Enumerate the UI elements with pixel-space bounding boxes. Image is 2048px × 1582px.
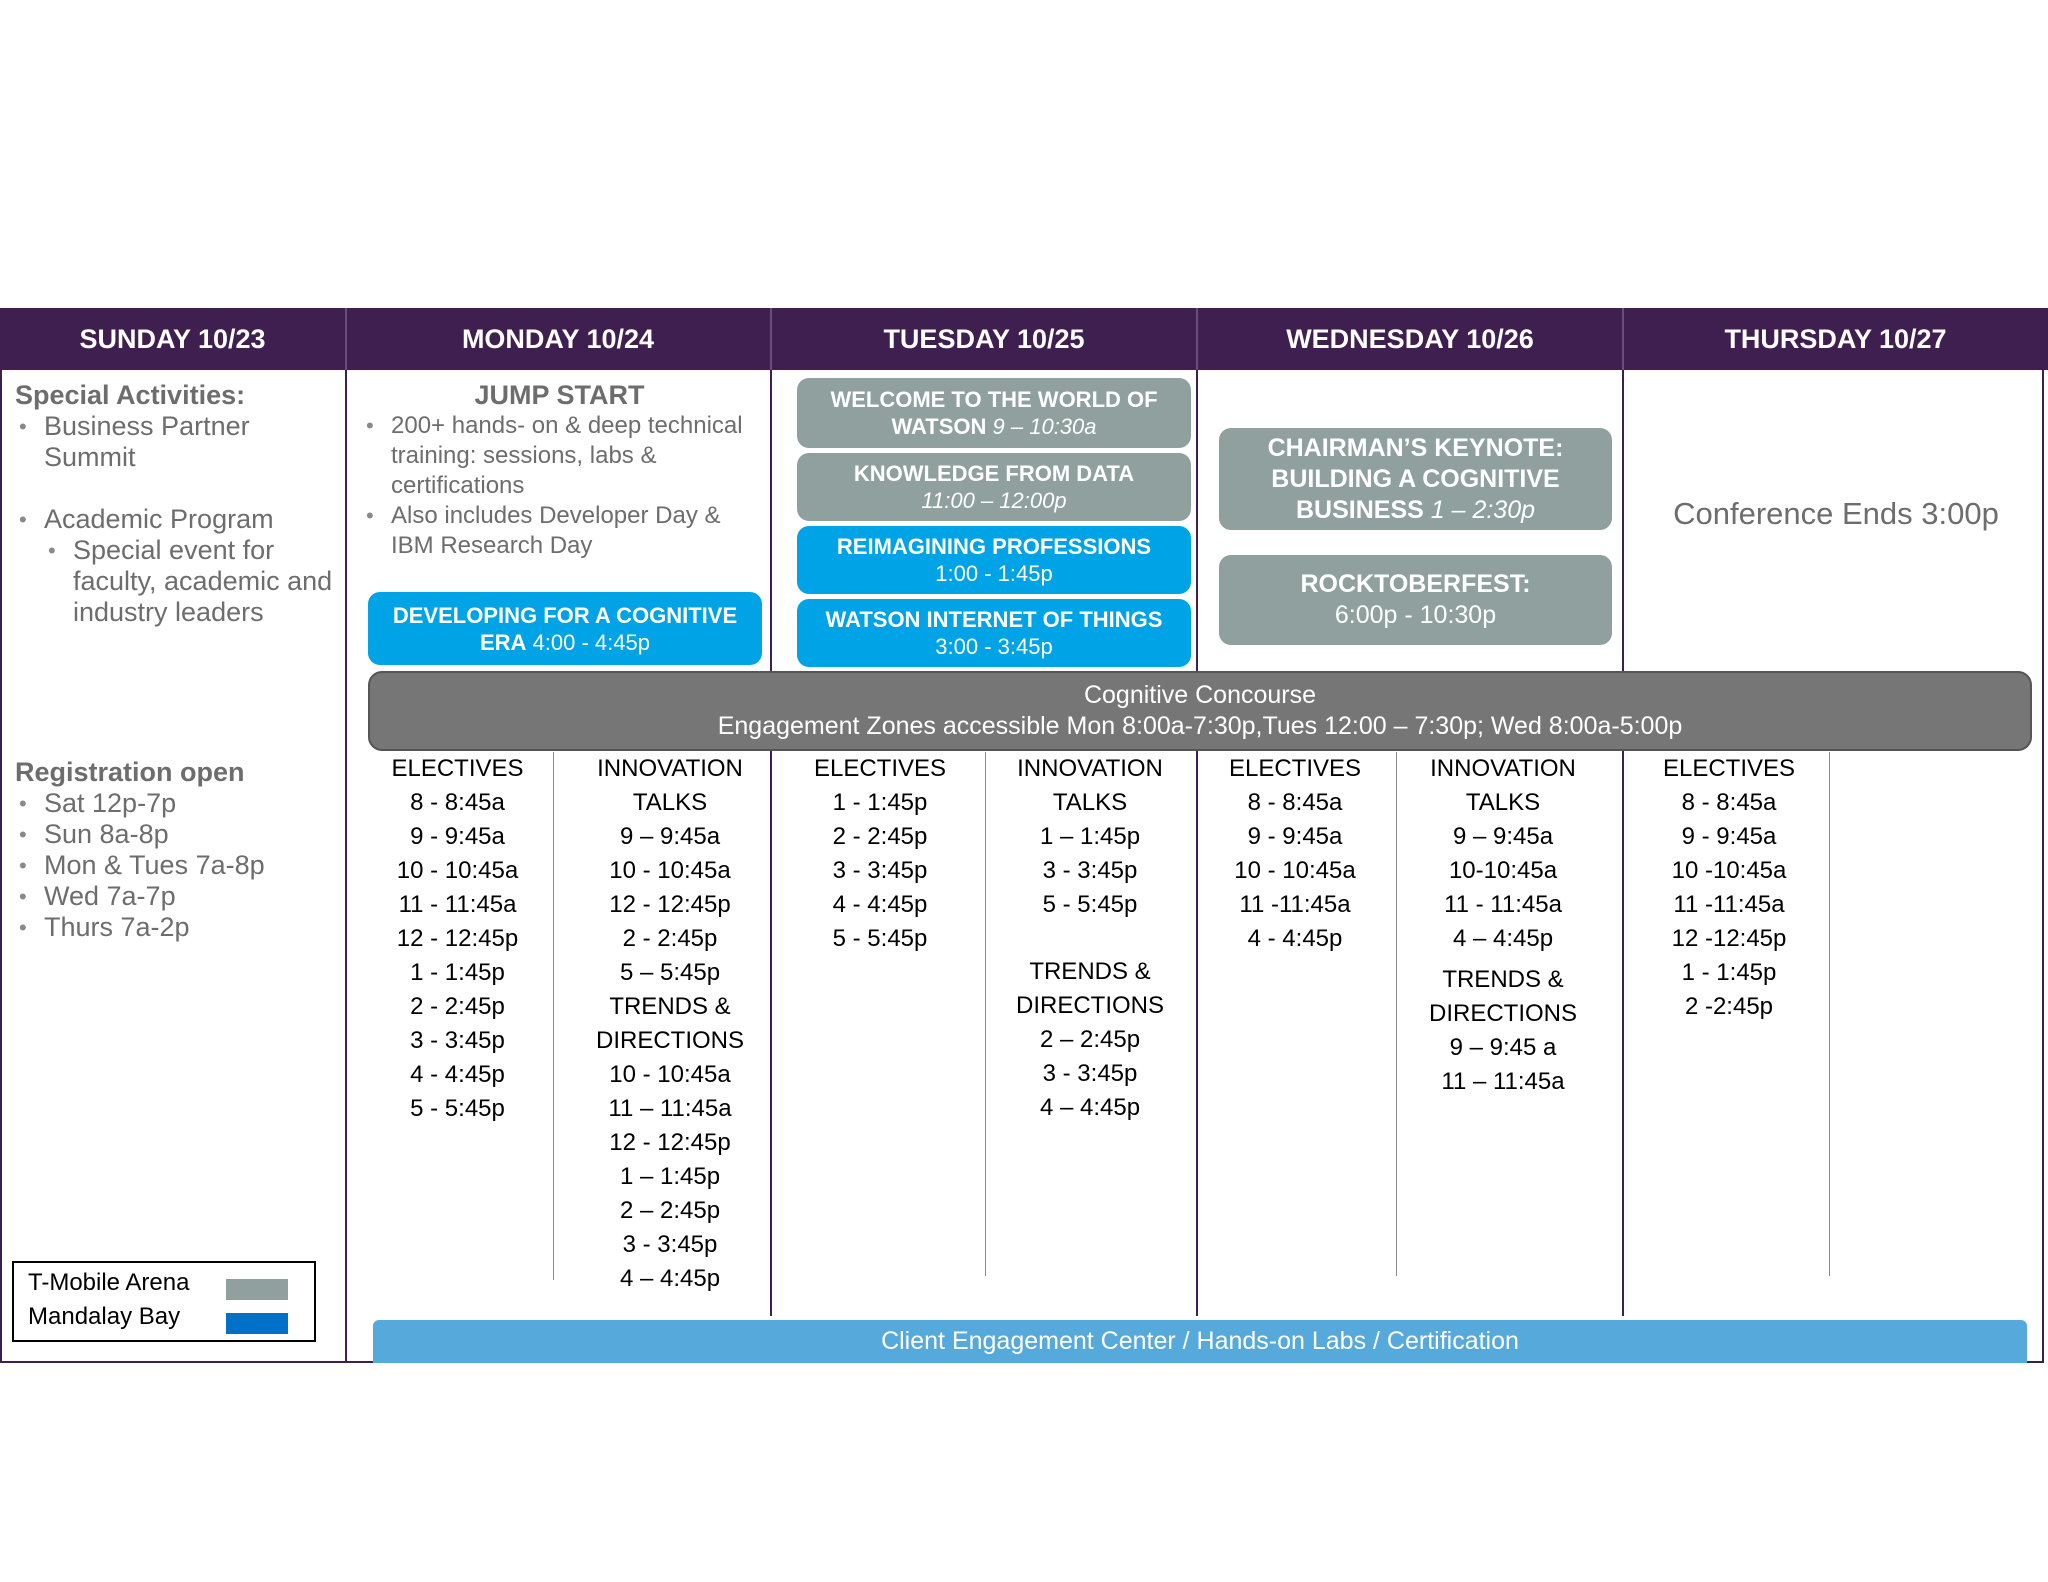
session-time-slot: 3 - 3:45p	[1042, 857, 1138, 884]
session-time-slot: 5 - 5:45p	[410, 1095, 505, 1122]
session-rocktoberfest[interactable]	[1219, 555, 1612, 645]
registration-item: • Mon & Tues 7a-8p	[15, 850, 335, 881]
jump-start-list	[362, 411, 757, 561]
session-time-slot: 12 -12:45p	[1671, 925, 1787, 952]
session-time-slot: TRENDS &	[609, 993, 731, 1020]
session-time-slot: 11 - 11:45a	[398, 891, 517, 918]
session-time: 3:00 - 3:45p	[935, 634, 1053, 659]
session-time-slot: DIRECTIONS	[1015, 992, 1164, 1019]
session-time-slot: 2 - 2:45p	[410, 993, 505, 1020]
session-time: 1 – 2:30p	[1430, 495, 1536, 524]
session-time-slot: 9 – 9:45a	[619, 823, 721, 850]
session-time-slot: 3 - 3:45p	[410, 1027, 505, 1054]
special-item-label: Academic Program	[44, 504, 274, 534]
wednesday-innovation-column	[1398, 752, 1608, 956]
registration-item: • Sun 8a-8p	[15, 819, 335, 850]
session-time: 1:00 - 1:45p	[935, 561, 1053, 586]
session-time-slot: 12 - 12:45p	[396, 925, 519, 952]
session-time-slot: 11 -11:45a	[1673, 891, 1785, 918]
divider-sun-mon	[345, 308, 347, 1363]
session-time-slot: 1 - 1:45p	[1681, 959, 1777, 986]
session-title: CHAIRMAN’S KEYNOTE: BUILDING A COGNITIVE BUSINESS	[1267, 433, 1564, 524]
session-time: 9 – 10:30a	[992, 414, 1097, 439]
special-item-partner-summit	[15, 411, 335, 473]
session-time-slot: 10 -10:45a	[1671, 857, 1787, 884]
legend-swatch-tmobile	[226, 1279, 288, 1300]
session-title: WELCOME TO THE WORLD OF WATSON	[830, 387, 1158, 439]
special-item-label: Business Partner Summit	[44, 411, 250, 472]
registration-item: • Wed 7a-7p	[15, 881, 335, 912]
session-time-slot: 1 – 1:45p	[619, 1163, 721, 1190]
session-time-slot: 12 - 12:45p	[609, 1129, 731, 1156]
concourse-title: Cognitive Concourse	[1083, 681, 1317, 709]
session-time-slot: 8 - 8:45a	[1247, 789, 1343, 816]
session-time-slot: 9 - 9:45a	[1247, 823, 1343, 850]
session-time-slot: 1 - 1:45p	[832, 789, 928, 816]
session-time-slot: 10-10:45a	[1448, 857, 1558, 884]
cognitive-concourse-banner[interactable]	[368, 671, 2032, 751]
session-title: KNOWLEDGE FROM DATA	[853, 461, 1135, 486]
session-time-slot: 11 – 11:45a	[1441, 1068, 1565, 1095]
conference-ends-label: Conference Ends 3:00p	[1673, 496, 1999, 531]
session-time-slot: TRENDS &	[1029, 958, 1151, 985]
tuesday-trends-column	[985, 955, 1195, 1125]
session-time-slot: 9 – 9:45a	[1452, 823, 1554, 850]
jump-start-bullet: • Also includes Developer Day & IBM Research Day	[362, 501, 757, 561]
legend-label-mandalay: Mandalay Bay	[28, 1303, 181, 1330]
session-time-slot: INNOVATION	[597, 755, 743, 782]
session-text	[797, 386, 1191, 440]
client-engagement-label: Client Engagement Center / Hands-on Labs / Certification	[881, 1327, 1519, 1355]
session-developing-cognitive-era[interactable]	[368, 592, 762, 665]
thursday-electives-column	[1624, 752, 1834, 1024]
session-time-slot: 5 – 5:45p	[619, 959, 721, 986]
venue-legend	[12, 1261, 316, 1342]
session-time-slot: ELECTIVES	[1662, 755, 1796, 782]
session-time-slot: 2 – 2:45p	[1039, 1026, 1141, 1053]
session-time-slot: 12 - 12:45p	[609, 891, 731, 918]
session-time-slot: 8 - 8:45a	[410, 789, 505, 816]
session-time-slot: 11 - 11:45a	[1444, 891, 1562, 918]
registration-item: • Thurs 7a-2p	[15, 912, 335, 943]
session-time-slot: 8 - 8:45a	[1681, 789, 1777, 816]
session-time-slot: 10 - 10:45a	[609, 1061, 731, 1088]
session-time-slot: TRENDS &	[1442, 966, 1564, 993]
session-time-slot: DIRECTIONS	[1428, 1000, 1577, 1027]
special-activities-list	[15, 411, 335, 628]
session-time-slot: 10 - 10:45a	[396, 857, 519, 884]
session-title: DEVELOPING FOR A COGNITIVE ERA	[392, 602, 738, 655]
session-time-slot: 4 – 4:45p	[619, 1265, 721, 1292]
wednesday-electives-column	[1197, 752, 1393, 956]
session-time-slot: 11 -11:45a	[1239, 891, 1351, 918]
monday-electives-column	[355, 752, 560, 1126]
registration-list	[15, 788, 335, 943]
session-time-slot: 4 – 4:45p	[1039, 1094, 1141, 1121]
session-time-slot: DIRECTIONS	[595, 1027, 744, 1054]
session-time-slot: ELECTIVES	[391, 755, 524, 782]
monday-jump-start	[362, 380, 757, 561]
session-time: 11:00 – 12:00p	[921, 488, 1067, 513]
client-engagement-bar[interactable]	[373, 1320, 2027, 1363]
session-time-slot: 5 - 5:45p	[832, 925, 928, 952]
session-text	[1249, 433, 1582, 526]
session-chairmans-keynote[interactable]	[1219, 428, 1612, 530]
session-time-slot: 5 - 5:45p	[1042, 891, 1138, 918]
session-time-slot: 4 - 4:45p	[832, 891, 928, 918]
session-time-slot: TALKS	[1052, 789, 1128, 816]
session-time: 4:00 - 4:45p	[532, 629, 650, 655]
session-knowledge-from-data[interactable]	[797, 453, 1191, 521]
tuesday-electives-column	[775, 752, 985, 956]
session-time-slot: INNOVATION	[1017, 755, 1163, 782]
sunday-special-activities	[15, 380, 335, 628]
session-time-slot: ELECTIVES	[1228, 755, 1362, 782]
day-header-thursday: THURSDAY 10/27	[1724, 324, 1947, 354]
session-time-slot: 2 -2:45p	[1684, 993, 1774, 1020]
session-time-slot: TALKS	[632, 789, 708, 816]
sunday-registration	[15, 757, 335, 943]
header-divider-3	[1196, 308, 1198, 370]
session-watson-iot[interactable]	[797, 599, 1191, 667]
session-time-slot: 3 - 3:45p	[622, 1231, 718, 1258]
legend-swatch-mandalay	[226, 1313, 288, 1334]
academic-sub-item	[44, 535, 335, 628]
session-title: ROCKTOBERFEST:	[1300, 570, 1531, 598]
session-time-slot: 2 - 2:45p	[832, 823, 928, 850]
jump-start-bullet: • 200+ hands- on & deep technical training: sessions, labs & certifications	[362, 411, 757, 501]
session-time-slot: 1 - 1:45p	[410, 959, 505, 986]
session-time-slot: ELECTIVES	[813, 755, 947, 782]
session-time-slot: INNOVATION	[1430, 755, 1576, 782]
registration-item: • Sat 12p-7p	[15, 788, 335, 819]
legend-label-tmobile: T-Mobile Arena	[28, 1269, 190, 1296]
header-divider-1	[345, 308, 347, 370]
jump-start-title: JUMP START	[474, 380, 645, 410]
session-time-slot: 4 - 4:45p	[410, 1061, 505, 1088]
session-title: REIMAGINING PROFESSIONS	[836, 534, 1152, 559]
session-time-slot: 1 – 1:45p	[1039, 823, 1141, 850]
session-text	[368, 602, 762, 656]
header-divider-4	[1622, 308, 1624, 370]
special-item-academic	[15, 504, 335, 628]
day-header-wednesday: WEDNESDAY 10/26	[1286, 324, 1534, 354]
session-time-slot: 3 - 3:45p	[832, 857, 928, 884]
session-title: WATSON INTERNET OF THINGS	[825, 607, 1163, 632]
session-time-slot: 4 – 4:45p	[1452, 925, 1554, 952]
tuesday-innovation-column	[985, 752, 1195, 922]
session-time-slot: 11 – 11:45a	[608, 1095, 732, 1122]
registration-title: Registration open	[15, 757, 245, 787]
session-time-slot: 2 - 2:45p	[622, 925, 718, 952]
session-time-slot: TALKS	[1465, 789, 1541, 816]
wednesday-trends-column	[1398, 963, 1608, 1099]
session-time-slot: 10 - 10:45a	[1234, 857, 1356, 884]
session-time-slot: 2 – 2:45p	[619, 1197, 721, 1224]
academic-sub-label: Special event for faculty, academic and industry leaders	[73, 535, 333, 627]
session-time-slot: 9 - 9:45a	[1681, 823, 1777, 850]
session-welcome-watson[interactable]	[797, 378, 1191, 448]
session-time-slot: 9 – 9:45 a	[1449, 1034, 1557, 1061]
monday-innovation-column	[565, 752, 775, 1296]
day-header-tuesday: TUESDAY 10/25	[883, 324, 1085, 354]
concourse-detail: Engagement Zones accessible Mon 8:00a-7:30p,Tues 12:00 – 7:30p; Wed 8:00a-5:00p	[717, 712, 1683, 740]
day-header-sunday: SUNDAY 10/23	[79, 324, 266, 354]
session-time-slot: 10 - 10:45a	[609, 857, 731, 884]
session-time-slot: 4 - 4:45p	[1247, 925, 1343, 952]
session-time-slot: 9 - 9:45a	[410, 823, 505, 850]
schedule-grid	[0, 308, 2048, 1363]
special-activities-title: Special Activities:	[15, 380, 246, 410]
session-reimagining-professions[interactable]	[797, 526, 1191, 594]
sep-wed	[1396, 752, 1397, 1276]
academic-sublist	[44, 535, 335, 628]
header-divider-2	[770, 308, 772, 370]
day-header-monday: MONDAY 10/24	[461, 324, 655, 354]
session-time-slot: 3 - 3:45p	[1042, 1060, 1138, 1087]
session-time: 6:00p - 10:30p	[1334, 601, 1497, 629]
